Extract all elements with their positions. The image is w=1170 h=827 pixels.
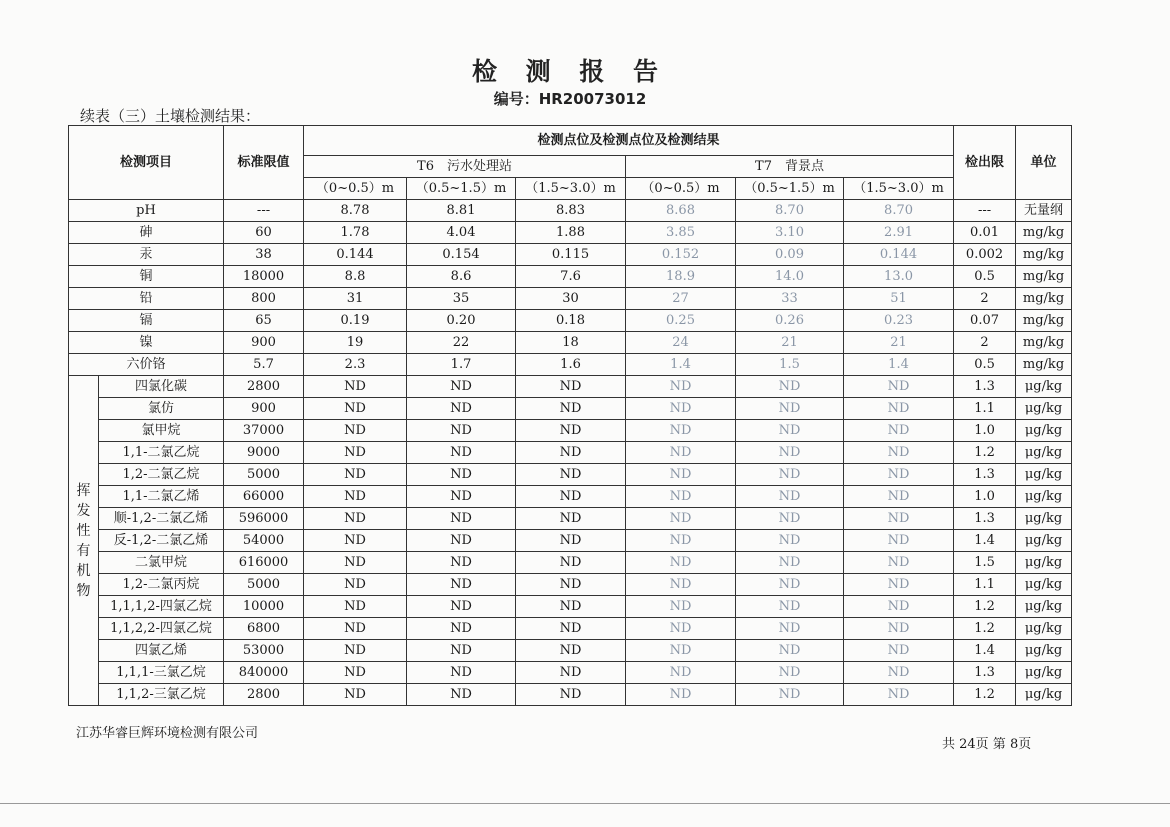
value-cell: ND [844, 376, 954, 398]
value-cell: ND [626, 574, 736, 596]
detect-limit-cell: 1.5 [954, 552, 1016, 574]
value-cell: 35 [407, 288, 516, 310]
table-row [69, 376, 1072, 398]
item-cell: 氯甲烷 [99, 420, 224, 442]
value-cell: ND [844, 574, 954, 596]
detect-limit-cell: 1.3 [954, 376, 1016, 398]
detect-limit-cell: 2 [954, 288, 1016, 310]
header-limit: 标准限值 [224, 126, 304, 200]
value-cell: ND [736, 376, 844, 398]
value-cell: ND [736, 618, 844, 640]
value-cell: 0.144 [304, 244, 407, 266]
value-cell: ND [736, 486, 844, 508]
value-cell: ND [736, 442, 844, 464]
detect-limit-cell: 0.5 [954, 354, 1016, 376]
page-number: 共 24页 第 8页 [942, 737, 1032, 752]
value-cell: ND [736, 552, 844, 574]
unit-cell: μg/kg [1016, 640, 1072, 662]
value-cell: ND [407, 574, 516, 596]
value-cell: 2.91 [844, 222, 954, 244]
value-cell: ND [407, 398, 516, 420]
detect-limit-cell: 1.1 [954, 574, 1016, 596]
table-row [69, 640, 1072, 662]
value-cell: ND [626, 486, 736, 508]
detect-limit-cell: 0.5 [954, 266, 1016, 288]
unit-cell: μg/kg [1016, 618, 1072, 640]
value-cell: 0.115 [516, 244, 626, 266]
header-site-t7: T7 背景点 [626, 156, 954, 178]
value-cell: ND [844, 420, 954, 442]
header-depth: （0~0.5）m [626, 178, 736, 200]
unit-cell: μg/kg [1016, 552, 1072, 574]
unit-cell: μg/kg [1016, 420, 1072, 442]
value-cell: ND [304, 574, 407, 596]
header-depth: （1.5~3.0）m [844, 178, 954, 200]
value-cell: ND [736, 574, 844, 596]
unit-cell: μg/kg [1016, 684, 1072, 706]
limit-cell: 10000 [224, 596, 304, 618]
value-cell: ND [626, 508, 736, 530]
value-cell: ND [516, 486, 626, 508]
item-cell: 汞 [69, 244, 224, 266]
table-row [69, 266, 1072, 288]
value-cell: ND [407, 376, 516, 398]
limit-cell: 38 [224, 244, 304, 266]
value-cell: ND [736, 420, 844, 442]
limit-cell: 66000 [224, 486, 304, 508]
limit-cell: 5.7 [224, 354, 304, 376]
detect-limit-cell: 1.2 [954, 618, 1016, 640]
unit-cell: mg/kg [1016, 222, 1072, 244]
value-cell: 1.78 [304, 222, 407, 244]
limit-cell: 596000 [224, 508, 304, 530]
table-row [69, 332, 1072, 354]
item-cell: 顺-1,2-二氯乙烯 [99, 508, 224, 530]
value-cell: ND [407, 420, 516, 442]
value-cell: ND [407, 618, 516, 640]
limit-cell: 800 [224, 288, 304, 310]
bottom-rule [0, 803, 1170, 804]
value-cell: 7.6 [516, 266, 626, 288]
value-cell: ND [516, 508, 626, 530]
value-cell: 13.0 [844, 266, 954, 288]
value-cell: 18.9 [626, 266, 736, 288]
header-unit: 单位 [1016, 126, 1072, 200]
limit-cell: 616000 [224, 552, 304, 574]
value-cell: ND [626, 530, 736, 552]
limit-cell: 65 [224, 310, 304, 332]
value-cell: 0.19 [304, 310, 407, 332]
detect-limit-cell: 1.2 [954, 684, 1016, 706]
unit-cell: μg/kg [1016, 574, 1072, 596]
value-cell: ND [304, 640, 407, 662]
unit-cell: μg/kg [1016, 508, 1072, 530]
value-cell: 24 [626, 332, 736, 354]
value-cell: 22 [407, 332, 516, 354]
detect-limit-cell: 1.3 [954, 508, 1016, 530]
table-row [69, 398, 1072, 420]
unit-cell: 无量纲 [1016, 200, 1072, 222]
limit-cell: 60 [224, 222, 304, 244]
value-cell: 18 [516, 332, 626, 354]
detect-limit-cell: --- [954, 200, 1016, 222]
value-cell: ND [844, 398, 954, 420]
value-cell: ND [626, 596, 736, 618]
unit-cell: mg/kg [1016, 354, 1072, 376]
value-cell: ND [736, 640, 844, 662]
item-cell: 氯仿 [99, 398, 224, 420]
table-row [69, 684, 1072, 706]
unit-cell: μg/kg [1016, 442, 1072, 464]
value-cell: ND [516, 442, 626, 464]
value-cell: ND [407, 596, 516, 618]
value-cell: ND [407, 530, 516, 552]
limit-cell: 5000 [224, 464, 304, 486]
unit-cell: μg/kg [1016, 398, 1072, 420]
value-cell: ND [304, 596, 407, 618]
value-cell: 8.70 [844, 200, 954, 222]
limit-cell: 9000 [224, 442, 304, 464]
limit-cell: 54000 [224, 530, 304, 552]
value-cell: ND [736, 464, 844, 486]
detect-limit-cell: 1.4 [954, 530, 1016, 552]
value-cell: 1.5 [736, 354, 844, 376]
report-number: 编号：HR20073012 [493, 90, 647, 108]
value-cell: ND [516, 684, 626, 706]
table-row [69, 310, 1072, 332]
value-cell: ND [626, 640, 736, 662]
value-cell: ND [844, 530, 954, 552]
value-cell: ND [304, 464, 407, 486]
value-cell: ND [407, 508, 516, 530]
table-row [69, 442, 1072, 464]
value-cell: ND [304, 486, 407, 508]
item-cell: 六价铬 [69, 354, 224, 376]
value-cell: 8.78 [304, 200, 407, 222]
table-row [69, 420, 1072, 442]
unit-cell: μg/kg [1016, 662, 1072, 684]
detect-limit-cell: 2 [954, 332, 1016, 354]
limit-cell: 37000 [224, 420, 304, 442]
value-cell: ND [844, 464, 954, 486]
value-cell: ND [516, 618, 626, 640]
value-cell: 0.26 [736, 310, 844, 332]
table-row [69, 200, 1072, 222]
value-cell: ND [516, 398, 626, 420]
value-cell: 8.81 [407, 200, 516, 222]
value-cell: 0.152 [626, 244, 736, 266]
detect-limit-cell: 1.3 [954, 464, 1016, 486]
value-cell: ND [736, 596, 844, 618]
header-results: 检测点位及检测点位及检测结果 [304, 126, 954, 156]
value-cell: ND [844, 486, 954, 508]
value-cell: ND [516, 530, 626, 552]
limit-cell: 2800 [224, 684, 304, 706]
value-cell: 1.6 [516, 354, 626, 376]
unit-cell: μg/kg [1016, 464, 1072, 486]
value-cell: ND [304, 530, 407, 552]
item-cell: 1,2-二氯丙烷 [99, 574, 224, 596]
value-cell: ND [736, 530, 844, 552]
item-cell: 1,1-二氯乙烷 [99, 442, 224, 464]
item-cell: 四氯化碳 [99, 376, 224, 398]
value-cell: 1.4 [626, 354, 736, 376]
value-cell: 1.88 [516, 222, 626, 244]
value-cell: 1.4 [844, 354, 954, 376]
item-cell: 四氯乙烯 [99, 640, 224, 662]
value-cell: 8.68 [626, 200, 736, 222]
value-cell: ND [844, 596, 954, 618]
detect-limit-cell: 1.1 [954, 398, 1016, 420]
table-row [69, 662, 1072, 684]
limit-cell: 840000 [224, 662, 304, 684]
value-cell: 3.10 [736, 222, 844, 244]
value-cell: 2.3 [304, 354, 407, 376]
item-cell: 1,1,2,2-四氯乙烷 [99, 618, 224, 640]
value-cell: ND [626, 464, 736, 486]
unit-cell: mg/kg [1016, 288, 1072, 310]
table-row [69, 552, 1072, 574]
category-cell: 挥 发 性 有 机 物 [69, 376, 99, 706]
limit-cell: 5000 [224, 574, 304, 596]
unit-cell: mg/kg [1016, 244, 1072, 266]
item-cell: pH [69, 200, 224, 222]
value-cell: ND [304, 684, 407, 706]
item-cell: 1,1,1,2-四氯乙烷 [99, 596, 224, 618]
value-cell: 30 [516, 288, 626, 310]
table-row [69, 464, 1072, 486]
detect-limit-cell: 0.07 [954, 310, 1016, 332]
limit-cell: 2800 [224, 376, 304, 398]
table-row [69, 288, 1072, 310]
table-caption: 续表（三）土壤检测结果： [80, 107, 261, 125]
table-row [69, 508, 1072, 530]
value-cell: 8.8 [304, 266, 407, 288]
table-row [69, 354, 1072, 376]
value-cell: ND [407, 464, 516, 486]
value-cell: ND [516, 574, 626, 596]
value-cell: ND [736, 684, 844, 706]
value-cell: 0.20 [407, 310, 516, 332]
unit-cell: mg/kg [1016, 310, 1072, 332]
header-depth: （0.5~1.5）m [736, 178, 844, 200]
header-depth: （1.5~3.0）m [516, 178, 626, 200]
unit-cell: mg/kg [1016, 266, 1072, 288]
header-depth: （0.5~1.5）m [407, 178, 516, 200]
value-cell: 0.09 [736, 244, 844, 266]
value-cell: ND [304, 442, 407, 464]
value-cell: ND [626, 376, 736, 398]
value-cell: 3.85 [626, 222, 736, 244]
limit-cell: 18000 [224, 266, 304, 288]
item-cell: 镍 [69, 332, 224, 354]
value-cell: ND [407, 662, 516, 684]
value-cell: ND [626, 662, 736, 684]
value-cell: 0.144 [844, 244, 954, 266]
detect-limit-cell: 1.3 [954, 662, 1016, 684]
value-cell: ND [844, 552, 954, 574]
value-cell: 27 [626, 288, 736, 310]
value-cell: ND [304, 376, 407, 398]
soil-results-table-wrapper [68, 125, 1071, 706]
value-cell: 8.6 [407, 266, 516, 288]
detect-limit-cell: 1.2 [954, 596, 1016, 618]
value-cell: ND [407, 640, 516, 662]
value-cell: ND [736, 508, 844, 530]
value-cell: 33 [736, 288, 844, 310]
value-cell: ND [844, 640, 954, 662]
value-cell: ND [304, 398, 407, 420]
unit-cell: μg/kg [1016, 530, 1072, 552]
value-cell: 19 [304, 332, 407, 354]
table-row [69, 486, 1072, 508]
item-cell: 镉 [69, 310, 224, 332]
value-cell: 51 [844, 288, 954, 310]
value-cell: ND [844, 662, 954, 684]
value-cell: ND [407, 486, 516, 508]
value-cell: ND [844, 618, 954, 640]
value-cell: ND [304, 618, 407, 640]
value-cell: ND [626, 398, 736, 420]
value-cell: ND [516, 552, 626, 574]
value-cell: ND [736, 398, 844, 420]
value-cell: 31 [304, 288, 407, 310]
item-cell: 反-1,2-二氯乙烯 [99, 530, 224, 552]
detect-limit-cell: 1.4 [954, 640, 1016, 662]
limit-cell: 900 [224, 398, 304, 420]
limit-cell: 900 [224, 332, 304, 354]
header-item: 检测项目 [69, 126, 224, 200]
header-depth: （0~0.5）m [304, 178, 407, 200]
header-detect-limit: 检出限 [954, 126, 1016, 200]
header-site-t6: T6 污水处理站 [304, 156, 626, 178]
item-cell: 1,1,2-三氯乙烷 [99, 684, 224, 706]
item-cell: 铜 [69, 266, 224, 288]
value-cell: ND [516, 662, 626, 684]
value-cell: ND [626, 442, 736, 464]
table-row [69, 530, 1072, 552]
value-cell: ND [626, 618, 736, 640]
value-cell: ND [516, 420, 626, 442]
value-cell: 21 [844, 332, 954, 354]
limit-cell: 6800 [224, 618, 304, 640]
value-cell: 14.0 [736, 266, 844, 288]
value-cell: ND [844, 442, 954, 464]
value-cell: 8.70 [736, 200, 844, 222]
detect-limit-cell: 0.002 [954, 244, 1016, 266]
value-cell: ND [304, 508, 407, 530]
detect-limit-cell: 1.0 [954, 420, 1016, 442]
detect-limit-cell: 1.2 [954, 442, 1016, 464]
value-cell: ND [844, 508, 954, 530]
company-name: 江苏华睿巨辉环境检测有限公司 [76, 726, 259, 741]
value-cell: ND [304, 552, 407, 574]
limit-cell: --- [224, 200, 304, 222]
table-row [69, 222, 1072, 244]
value-cell: ND [516, 596, 626, 618]
value-cell: 4.04 [407, 222, 516, 244]
detect-limit-cell: 0.01 [954, 222, 1016, 244]
value-cell: 21 [736, 332, 844, 354]
value-cell: 1.7 [407, 354, 516, 376]
unit-cell: mg/kg [1016, 332, 1072, 354]
value-cell: 8.83 [516, 200, 626, 222]
unit-cell: μg/kg [1016, 376, 1072, 398]
table-row [69, 596, 1072, 618]
item-cell: 1,1-二氯乙烯 [99, 486, 224, 508]
value-cell: ND [407, 552, 516, 574]
detect-limit-cell: 1.0 [954, 486, 1016, 508]
value-cell: ND [516, 464, 626, 486]
value-cell: ND [626, 420, 736, 442]
item-cell: 二氯甲烷 [99, 552, 224, 574]
value-cell: ND [736, 662, 844, 684]
item-cell: 1,1,1-三氯乙烷 [99, 662, 224, 684]
value-cell: ND [516, 376, 626, 398]
item-cell: 1,2-二氯乙烷 [99, 464, 224, 486]
report-title: 检 测 报 告 [471, 57, 669, 86]
table-row [69, 574, 1072, 596]
value-cell: ND [626, 552, 736, 574]
unit-cell: μg/kg [1016, 596, 1072, 618]
value-cell: 0.25 [626, 310, 736, 332]
value-cell: ND [844, 684, 954, 706]
value-cell: ND [626, 684, 736, 706]
table-row [69, 244, 1072, 266]
value-cell: 0.154 [407, 244, 516, 266]
soil-results-table [68, 125, 1072, 706]
value-cell: ND [516, 640, 626, 662]
unit-cell: μg/kg [1016, 486, 1072, 508]
value-cell: ND [304, 662, 407, 684]
value-cell: ND [407, 684, 516, 706]
value-cell: ND [304, 420, 407, 442]
results-body [69, 200, 1072, 706]
value-cell: ND [407, 442, 516, 464]
item-cell: 铅 [69, 288, 224, 310]
value-cell: 0.18 [516, 310, 626, 332]
value-cell: 0.23 [844, 310, 954, 332]
item-cell: 砷 [69, 222, 224, 244]
limit-cell: 53000 [224, 640, 304, 662]
table-row [69, 618, 1072, 640]
